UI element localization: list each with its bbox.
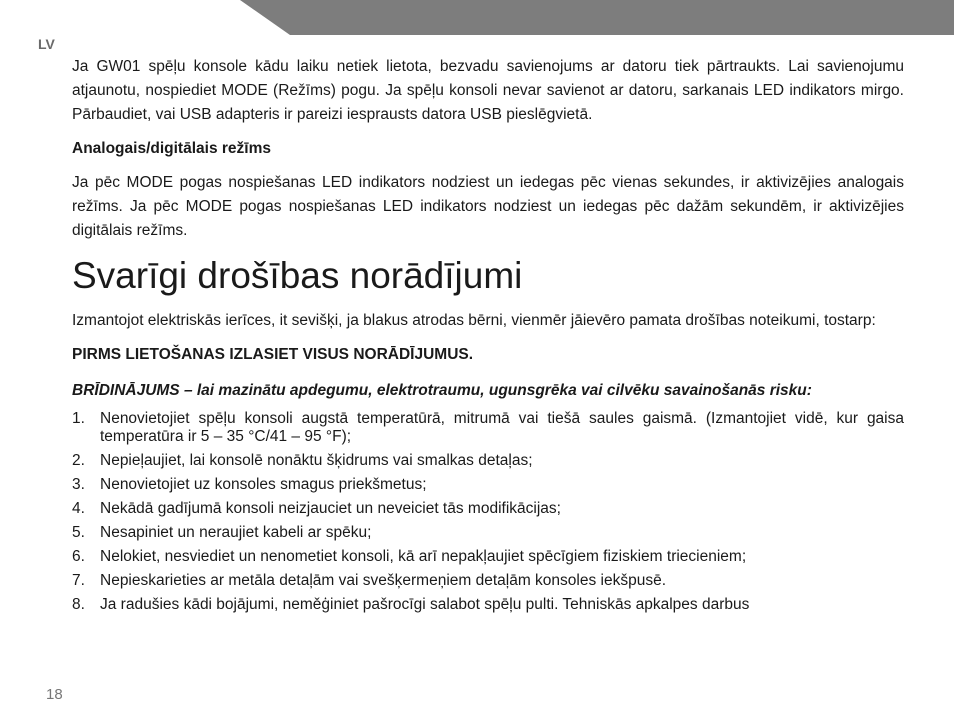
warning-text: BRĪDINĀJUMS – lai mazinātu apdegumu, elektrotraumu, ugunsgrēka vai cilvēku savainošanās risku: (72, 382, 812, 399)
header-tab (240, 0, 954, 35)
list-item (72, 449, 904, 473)
mode-paragraph: Ja pēc MODE pogas nospiešanas LED indikators nodziest un iedegas pēc vienas sekundes, ir aktivizējies analogais režīms. Ja pēc MODE pogas nospiešanas LED indikators nodziest un iedegas pēc dažām sekundēm, ir aktivizējies digitālais režīms. (72, 174, 904, 239)
list-item (72, 521, 904, 545)
list-text: Nekādā gadījumā konsoli neizjauciet un neveiciet tās modifikācijas; (100, 500, 561, 517)
safety-intro: Izmantojot elektriskās ierīces, it sevišķi, ja blakus atrodas bērni, vienmēr jāievēro pamata drošības noteikumi, tostarp: (72, 312, 876, 329)
list-item (72, 569, 904, 593)
intro-paragraph: Ja GW01 spēļu konsole kādu laiku netiek lietota, bezvadu savienojums ar datoru tiek pārtraukts. Lai savienojumu atjaunotu, nospiediet MODE (Režīms) pogu. Ja spēļu konsoli nevar savienot ar datoru, sarkanais LED indikators mirgo. Pārbaudiet, vai USB adapteris ir pareizi iesprausts datora USB pieslēgvietā. (72, 58, 904, 123)
list-number: 7. (72, 572, 85, 589)
list-number: 8. (72, 596, 85, 613)
safety-title: Svarīgi drošības norādījumi (72, 255, 523, 296)
page-content (72, 55, 904, 617)
list-item (72, 497, 904, 521)
list-text: Nelokiet, nesviediet un nenometiet konsoli, kā arī nepakļaujiet spēcīgiem fiziskiem triecieniem; (100, 548, 747, 565)
mode-heading: Analogais/digitālais režīms (72, 140, 271, 157)
list-text: Nepieskarieties ar metāla detaļām vai svešķermeņiem detaļām konsoles iekšpusē. (100, 572, 667, 589)
list-text: Nesapiniet un neraujiet kabeli ar spēku; (100, 524, 372, 541)
list-text: Ja radušies kādi bojājumi, neměģiniet pašrocīgi salabot spēļu pulti. Tehniskās apkalpes darbus (100, 596, 750, 613)
list-number: 2. (72, 452, 85, 469)
list-item (72, 545, 904, 569)
read-all-instructions: PIRMS LIETOŠANAS IZLASIET VISUS NORĀDĪJUMUS. (72, 346, 474, 363)
list-number: 4. (72, 500, 85, 517)
list-text: Nepieļaujiet, lai konsolē nonāktu šķidrums vai smalkas detaļas; (100, 452, 533, 469)
safety-list (72, 410, 904, 617)
list-number: 3. (72, 476, 85, 493)
list-item (72, 593, 904, 617)
list-text: Nenovietojiet uz konsoles smagus priekšmetus; (100, 476, 427, 493)
list-number: 1. (72, 410, 85, 427)
page-number: 18 (46, 686, 63, 703)
language-label: LV (38, 36, 55, 52)
list-item (72, 410, 904, 446)
list-number: 5. (72, 524, 85, 541)
list-item (72, 473, 904, 497)
list-text: Nenovietojiet spēļu konsoli augstā temperatūrā, mitrumā vai tiešā saules gaismā. (Izmantojiet vidē, kur gaisa temperatūra ir 5 – 35 °C/41 – 95 °F); (100, 410, 904, 445)
list-number: 6. (72, 548, 85, 565)
